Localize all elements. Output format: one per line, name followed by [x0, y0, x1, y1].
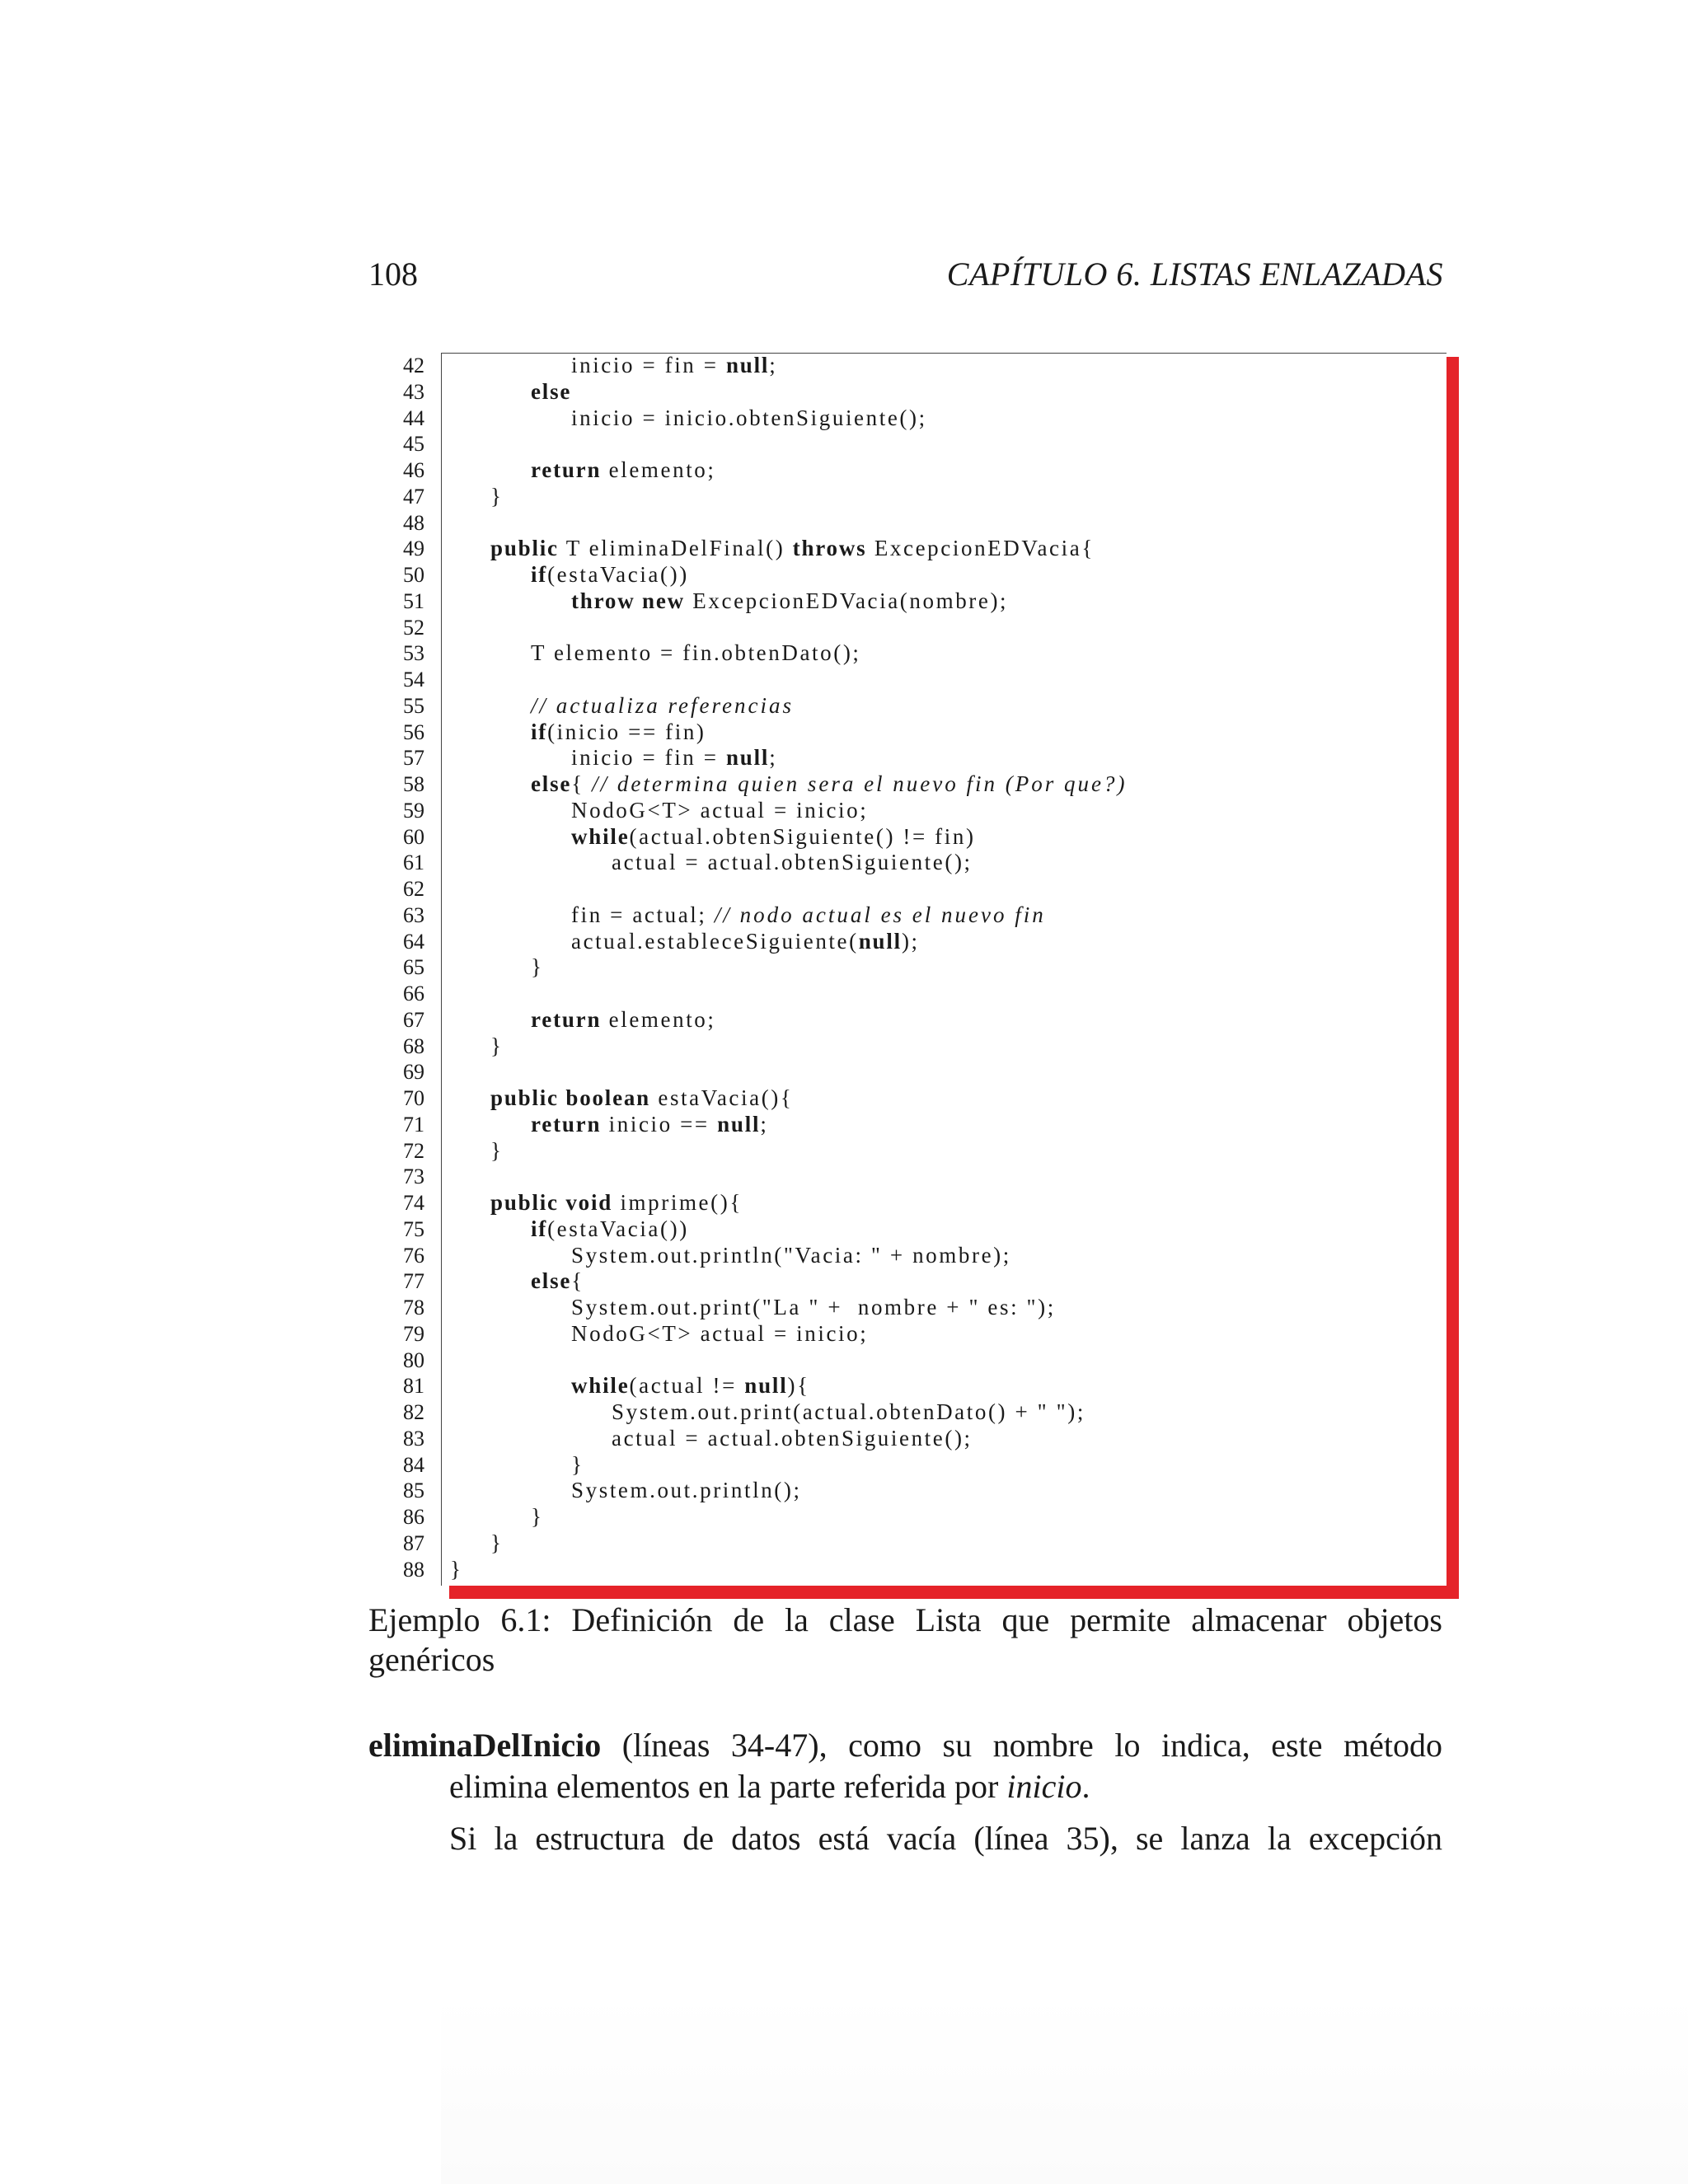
- code-text: imprime(){: [612, 1190, 743, 1215]
- description-line-2: [368, 1766, 1442, 1807]
- code-line: [450, 405, 1128, 432]
- code-line: [450, 771, 1128, 798]
- code-line: [450, 1373, 1128, 1399]
- line-number: 42: [403, 354, 424, 377]
- code-text: System.out.print("La " + nombre + " es: ");: [571, 1295, 1056, 1319]
- line-number: 88: [403, 1557, 424, 1582]
- code-text: estaVacia(){: [650, 1085, 794, 1110]
- code-listing: [450, 353, 1128, 1582]
- code-text: inicio = fin =: [571, 353, 726, 377]
- code-text: }: [450, 1556, 463, 1582]
- code-text: }: [531, 1504, 544, 1529]
- code-line: [450, 798, 1128, 824]
- code-text: elemento;: [601, 457, 716, 482]
- line-number: 70: [403, 1086, 424, 1110]
- line-number: 54: [403, 668, 424, 691]
- line-number: 78: [403, 1296, 424, 1319]
- code-text: {: [571, 1268, 584, 1294]
- code-line: [450, 719, 1128, 746]
- code-line: [450, 1321, 1128, 1347]
- code-line: [450, 640, 1128, 667]
- code-keyword: throws: [792, 536, 867, 561]
- code-text: }: [490, 1137, 504, 1163]
- line-number: 55: [403, 693, 424, 718]
- line-number: 82: [403, 1400, 424, 1424]
- line-number: 74: [403, 1191, 424, 1215]
- line-number: 69: [403, 1060, 424, 1085]
- line-number: 60: [403, 824, 424, 849]
- code-line: [450, 745, 1128, 771]
- code-text: System.out.println("Vacia: " + nombre);: [571, 1242, 1011, 1268]
- code-text: (estaVacia()): [547, 1216, 689, 1241]
- code-line: [450, 1112, 1128, 1138]
- caption-line-2: genéricos: [368, 1641, 495, 1678]
- code-keyword: else: [531, 378, 572, 404]
- code-line: [450, 353, 1128, 379]
- line-number: 79: [403, 1321, 424, 1346]
- code-text: {: [571, 771, 593, 796]
- code-text: ;: [760, 1111, 769, 1137]
- code-text: (inicio == fin): [547, 719, 706, 744]
- line-number: 56: [403, 719, 424, 744]
- line-number: 46: [403, 458, 424, 482]
- code-line: [450, 1033, 1128, 1060]
- code-text: }: [490, 1530, 504, 1555]
- line-number: 85: [403, 1479, 424, 1503]
- line-number: 52: [403, 615, 424, 640]
- code-line: [450, 1557, 1128, 1583]
- code-line: [450, 379, 1128, 405]
- code-line: [450, 1426, 1128, 1452]
- code-keyword: if: [531, 562, 548, 587]
- code-line: [450, 484, 1128, 510]
- code-comment: // nodo actual es el nuevo fin: [714, 902, 1046, 927]
- description-line-1: [368, 1725, 1442, 1766]
- code-line: [450, 929, 1128, 955]
- code-line: [450, 1399, 1128, 1426]
- line-number: 44: [403, 405, 424, 430]
- method-description: [368, 1725, 1442, 1807]
- code-line: [450, 1164, 1128, 1190]
- code-text: actual.estableceSiguiente(: [571, 928, 859, 954]
- line-number: 81: [403, 1374, 424, 1399]
- code-keyword: null: [725, 353, 770, 377]
- code-keyword: while: [571, 1373, 630, 1399]
- code-text: NodoG<T> actual = inicio;: [571, 797, 869, 823]
- line-number: 48: [403, 510, 424, 535]
- code-line: [450, 536, 1128, 562]
- code-text: System.out.println();: [571, 1478, 802, 1503]
- line-number: 63: [403, 902, 424, 927]
- code-frame-shadow-bottom: [449, 1586, 1459, 1599]
- code-text: ){: [787, 1373, 810, 1399]
- line-number: 64: [403, 929, 424, 954]
- line-number: 84: [403, 1452, 424, 1477]
- code-text: actual = actual.obtenSiguiente();: [612, 1425, 973, 1451]
- code-frame-shadow-right: [1447, 357, 1459, 1599]
- line-number: 58: [403, 772, 424, 796]
- code-line: [450, 1478, 1128, 1504]
- code-text: fin = actual;: [571, 902, 715, 927]
- code-keyword: public void: [490, 1190, 613, 1215]
- code-text: }: [531, 954, 544, 980]
- line-number: 50: [403, 563, 424, 587]
- code-line: [450, 1007, 1128, 1033]
- line-number: 76: [403, 1243, 424, 1268]
- code-keyword: public: [490, 536, 559, 561]
- code-keyword: while: [571, 823, 630, 849]
- code-text: inicio = fin =: [571, 745, 726, 771]
- code-comment: // actualiza referencias: [531, 692, 794, 718]
- code-text: System.out.print(actual.obtenDato() + " ");: [612, 1399, 1085, 1424]
- code-keyword: else: [531, 771, 572, 796]
- code-line: [450, 1268, 1128, 1295]
- code-keyword: return: [531, 457, 602, 482]
- line-number: 45: [403, 432, 424, 457]
- code-line: [450, 1085, 1128, 1112]
- code-line: [450, 588, 1128, 615]
- code-line: [450, 876, 1128, 902]
- line-number: 62: [403, 877, 424, 901]
- code-keyword: return: [531, 1006, 602, 1032]
- caption-line-1: Ejemplo 6.1: Definición de la clase Lista que permite almacenar objetos: [368, 1601, 1442, 1638]
- line-number: 77: [403, 1269, 424, 1294]
- code-line: [450, 457, 1128, 484]
- code-line: [450, 1452, 1128, 1479]
- code-line: [450, 954, 1128, 981]
- code-line: [450, 1138, 1128, 1165]
- code-line: [450, 562, 1128, 588]
- page-background-tint: [441, 1994, 1688, 2184]
- code-text: T eliminaDelFinal(): [558, 536, 793, 561]
- code-line: [450, 824, 1128, 851]
- line-number: 67: [403, 1007, 424, 1032]
- code-line: [450, 981, 1128, 1007]
- description-line-2-text: elimina elementos en la parte referida por: [449, 1768, 1007, 1805]
- code-line: [450, 850, 1128, 876]
- line-number: 49: [403, 537, 424, 561]
- description-line-1-text: (líneas 34-47), como su nombre lo indica, este método: [601, 1727, 1442, 1764]
- code-line: [450, 1243, 1128, 1269]
- code-text: actual = actual.obtenSiguiente();: [612, 850, 973, 875]
- code-text: ExcepcionEDVacia{: [866, 536, 1095, 561]
- description-line-2-end: .: [1081, 1768, 1090, 1805]
- code-keyword: if: [531, 719, 548, 744]
- code-line: [450, 1504, 1128, 1530]
- line-number: 66: [403, 982, 424, 1005]
- code-line: [450, 1059, 1128, 1085]
- line-number: 68: [403, 1033, 424, 1058]
- code-text: inicio = inicio.obtenSiguiente();: [571, 405, 927, 430]
- code-keyword: null: [858, 928, 902, 954]
- code-text: (actual !=: [629, 1373, 745, 1399]
- code-keyword: public boolean: [490, 1085, 651, 1110]
- code-line-numbers: [387, 353, 424, 1582]
- code-comment: // determina quien sera el nuevo fin (Por que?): [592, 771, 1128, 796]
- code-text: }: [490, 483, 504, 509]
- description-emphasis: inicio: [1006, 1768, 1082, 1805]
- code-text: inicio ==: [601, 1111, 718, 1137]
- code-line: [450, 1216, 1128, 1243]
- code-keyword: null: [744, 1373, 788, 1399]
- code-text: ExcepcionEDVacia(nombre);: [684, 588, 1009, 613]
- line-number: 72: [403, 1138, 424, 1163]
- code-line: [450, 667, 1128, 693]
- code-text: (estaVacia()): [547, 562, 689, 587]
- code-text: T elemento = fin.obtenDato();: [531, 640, 861, 666]
- listing-caption: [368, 1601, 1442, 1680]
- code-line: [450, 1347, 1128, 1374]
- code-keyword: null: [725, 745, 770, 771]
- code-text: NodoG<T> actual = inicio;: [571, 1320, 869, 1346]
- line-number: 47: [403, 484, 424, 509]
- line-number: 43: [403, 379, 424, 404]
- code-line: [450, 615, 1128, 641]
- code-keyword: return: [531, 1111, 602, 1137]
- line-number: 65: [403, 955, 424, 980]
- code-line: [450, 693, 1128, 719]
- line-number: 71: [403, 1112, 424, 1137]
- code-text: (actual.obtenSiguiente() != fin): [629, 823, 976, 849]
- code-keyword: null: [717, 1111, 761, 1137]
- code-keyword: throw new: [571, 588, 685, 613]
- line-number: 59: [403, 798, 424, 823]
- line-number: 75: [403, 1216, 424, 1241]
- code-text: ;: [769, 745, 778, 771]
- code-text: ;: [769, 353, 778, 377]
- page-number: 108: [368, 255, 418, 293]
- method-term: eliminaDelInicio: [368, 1727, 602, 1764]
- code-keyword: if: [531, 1216, 548, 1241]
- code-line: [450, 431, 1128, 457]
- line-number: 86: [403, 1505, 424, 1529]
- code-text: }: [571, 1451, 584, 1477]
- code-text: elemento;: [601, 1006, 716, 1032]
- line-number: 73: [403, 1165, 424, 1189]
- code-line: [450, 510, 1128, 537]
- code-keyword: else: [531, 1268, 572, 1294]
- code-text: }: [490, 1033, 504, 1058]
- line-number: 53: [403, 641, 424, 666]
- code-text: );: [901, 928, 920, 954]
- body-paragraph: Si la estructura de datos está vacía (línea 35), se lanza la excepción: [449, 1820, 1442, 1857]
- line-number: 80: [403, 1347, 424, 1372]
- line-number: 57: [403, 746, 424, 771]
- line-number: 83: [403, 1426, 424, 1451]
- line-number: 51: [403, 588, 424, 613]
- running-head: CAPÍTULO 6. LISTAS ENLAZADAS: [946, 255, 1443, 293]
- code-line: [450, 902, 1128, 929]
- code-line: [450, 1530, 1128, 1557]
- code-line: [450, 1190, 1128, 1216]
- line-number: 61: [403, 851, 424, 875]
- line-number: 87: [403, 1530, 424, 1555]
- code-line: [450, 1295, 1128, 1321]
